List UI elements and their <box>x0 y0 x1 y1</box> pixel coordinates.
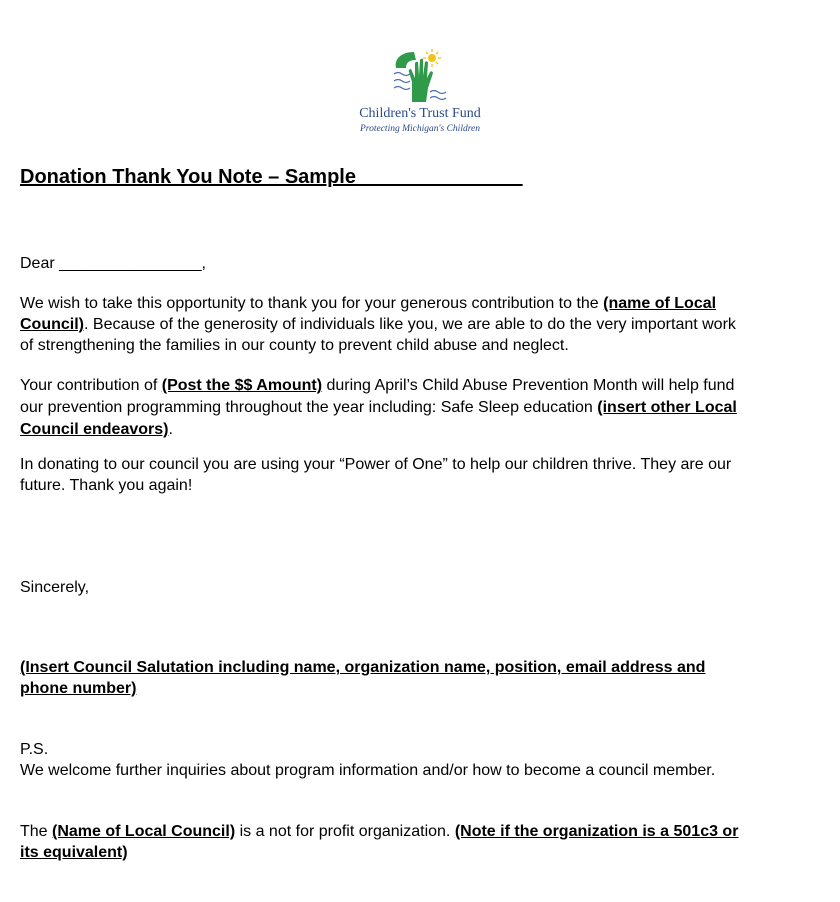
document-title-text: Donation Thank You Note – Sample <box>20 166 356 188</box>
signature-placeholder <box>20 657 825 699</box>
paragraph-2 <box>20 375 825 441</box>
paragraph-2-line-3 <box>20 419 825 441</box>
footer-text-a: The <box>20 823 53 840</box>
paragraph-2-period: . <box>168 421 173 438</box>
endeavors-placeholder: (insert other Local <box>597 399 737 416</box>
paragraph-3-line-1: In donating to our council you are using your “Power of One” to help our children thrive. They are our <box>20 456 732 473</box>
local-council-name-placeholder: (Name of Local Council) <box>52 823 236 840</box>
footer-text-b: is a not for profit organization. <box>235 823 455 840</box>
local-council-placeholder: (name of Local <box>603 295 717 312</box>
signature-line-2: phone number) <box>20 680 137 697</box>
paragraph-3 <box>20 454 825 496</box>
endeavors-placeholder-cont: Council endeavors) <box>20 421 169 438</box>
nonprofit-status-placeholder: (Note if the organization is a 501c3 or <box>454 823 739 840</box>
paragraph-2-line-2 <box>20 397 825 419</box>
salutation: Dear ________________, <box>20 255 206 272</box>
local-council-placeholder-cont: Council) <box>20 316 84 333</box>
footer-line-1 <box>20 821 825 842</box>
title-underline-fill <box>356 166 523 188</box>
paragraph-1 <box>20 293 825 356</box>
paragraph-1-line-2 <box>20 314 825 335</box>
logo-name: Children's Trust Fund <box>359 106 481 121</box>
paragraph-3-line-2: future. Thank you again! <box>20 477 193 494</box>
paragraph-2-text-a: Your contribution of <box>20 377 162 394</box>
postscript <box>20 739 825 781</box>
footer-line-2 <box>20 842 825 863</box>
ps-label: P.S. <box>20 741 49 758</box>
nonprofit-status-placeholder-cont: its equivalent) <box>20 844 128 861</box>
amount-placeholder: (Post the $$ Amount) <box>161 377 323 394</box>
hand-sun-logo-icon <box>392 48 448 104</box>
childrens-trust-fund-logo <box>344 40 496 142</box>
paragraph-2-text-b: during April’s Child Abuse Prevention Month will help fund <box>322 377 735 394</box>
footer-note <box>20 821 825 863</box>
ps-text: We welcome further inquiries about program information and/or how to become a council member. <box>20 762 716 779</box>
logo-tagline: Protecting Michigan's Children <box>359 124 481 134</box>
paragraph-1-text: We wish to take this opportunity to thank you for your generous contribution to the <box>20 295 604 312</box>
paragraph-1-line-1 <box>20 293 825 314</box>
signature-line-1: (Insert Council Salutation including name, organization name, position, email address and <box>20 659 706 676</box>
paragraph-1-line-3: of strengthening the families in our county to prevent child abuse and neglect. <box>20 337 569 354</box>
paragraph-1-text-2: . Because of the generosity of individuals like you, we are able to do the very important work <box>84 316 736 333</box>
paragraph-2-text-c: our prevention programming throughout the year including: Safe Sleep education <box>20 399 598 416</box>
paragraph-2-line-1 <box>20 375 825 397</box>
closing: Sincerely, <box>20 579 90 596</box>
document-title <box>20 166 523 189</box>
